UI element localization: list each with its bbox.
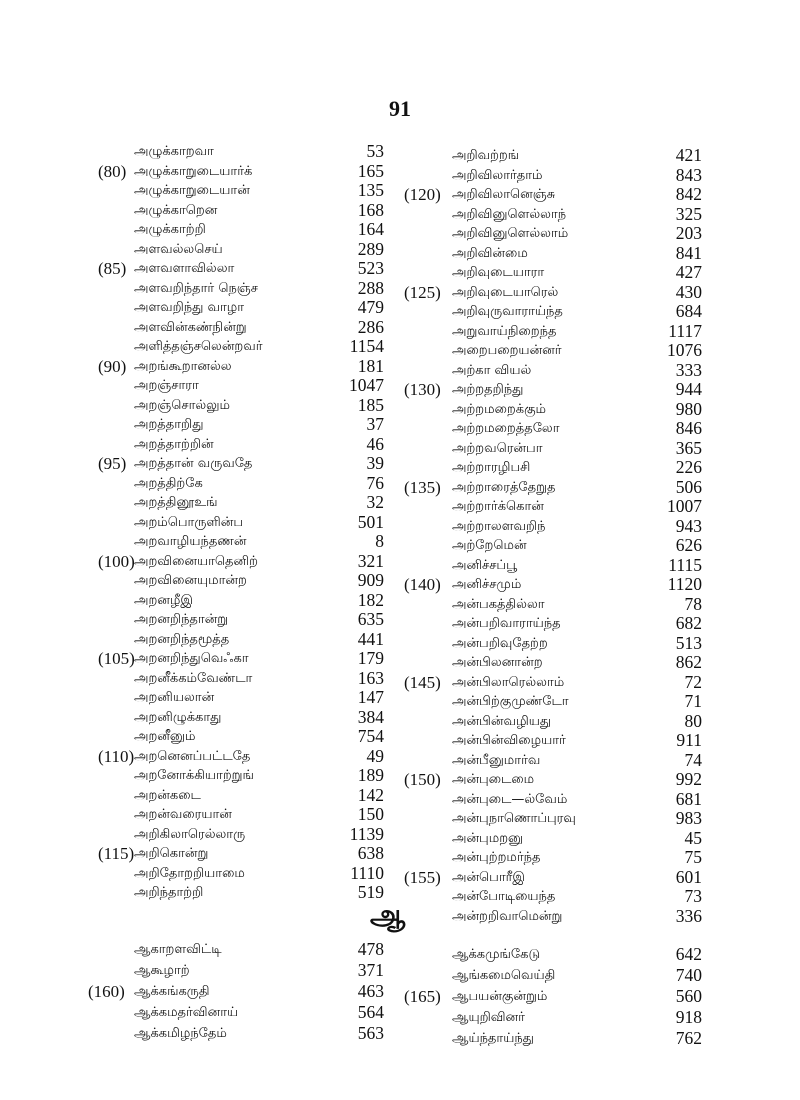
entry-verse-number: 1117 — [668, 320, 702, 341]
index-entry — [98, 864, 384, 884]
entry-text: அறனறிந்தமூத்த — [134, 631, 230, 647]
entry-verse-number: 8 — [375, 531, 384, 551]
entry-verse-number: 75 — [684, 847, 702, 867]
entry-text: அறிவுருவாராய்ந்த — [452, 304, 563, 319]
entry-verse-number: 1110 — [350, 862, 384, 883]
entry-text: அறிவினுளெல்லாம் — [452, 226, 569, 241]
index-entry — [404, 263, 702, 283]
entry-text: அறனிழுக்காது — [134, 709, 222, 725]
index-entry — [404, 692, 702, 712]
entry-text: அற்றாலளவறிந் — [452, 518, 546, 534]
index-entry — [98, 162, 384, 182]
entry-verse-number: 642 — [675, 944, 702, 964]
entry-text: அன்பிற்குமுண்டோ — [452, 694, 569, 709]
entry-verse-number: 189 — [357, 765, 384, 785]
entry-verse-number: 182 — [357, 589, 384, 610]
index-entry — [404, 205, 702, 225]
entry-verse-number: 203 — [675, 223, 702, 243]
index-entry — [404, 166, 702, 186]
entry-verse-number: 560 — [675, 986, 702, 1006]
entry-text: அறத்தினூஉங் — [134, 495, 218, 510]
entry-verse-number: 1154 — [349, 336, 384, 356]
index-entry — [404, 244, 702, 264]
entry-verse-number: 1076 — [667, 340, 702, 360]
entry-text: அறனெனப்பட்டதே — [134, 748, 251, 764]
index-entry — [404, 848, 702, 868]
entry-text: ஆய்ந்தாய்ந்து — [452, 1031, 534, 1046]
entry-text: அறன்வரையான் — [134, 807, 232, 822]
index-entry — [98, 454, 384, 474]
entry-text: அற்றவரென்பா — [452, 440, 543, 456]
index-entry — [98, 532, 384, 552]
entry-verse-number: 164 — [357, 219, 384, 239]
entry-text: அளவின்கண்நின்று — [134, 319, 247, 335]
entry-serial-number: (165) — [404, 987, 441, 1006]
entry-text: அறவினையுமான்ற — [134, 573, 247, 588]
entry-text: அழுக்காறுடையான் — [134, 183, 250, 198]
entry-text: அன்புநாணொப்புரவு — [452, 811, 576, 826]
index-entry — [404, 634, 702, 654]
index-entry — [404, 751, 702, 771]
entry-text: ஆகூழாற் — [134, 963, 190, 978]
entry-text: அற்றமறைத்தலோ — [452, 421, 560, 436]
entry-verse-number: 513 — [675, 632, 702, 653]
index-entry — [98, 844, 384, 864]
index-entry — [404, 907, 702, 927]
entry-text: அன்போடியைந்த — [452, 889, 556, 904]
index-entry — [404, 731, 702, 751]
entry-verse-number: 601 — [675, 866, 702, 887]
entry-text: அழுக்காறுடையார்க் — [134, 163, 253, 179]
entry-serial-number: (150) — [404, 770, 441, 789]
entry-verse-number: 142 — [357, 784, 384, 805]
entry-verse-number: 441 — [357, 628, 384, 649]
index-entry — [98, 298, 384, 318]
index-entry — [98, 688, 384, 708]
entry-text: ஆயுறிவினர் — [452, 1010, 525, 1025]
entry-verse-number: 289 — [357, 238, 384, 259]
entry-verse-number: 73 — [684, 886, 702, 906]
index-entry — [98, 552, 384, 572]
index-entry — [98, 376, 384, 396]
index-entry — [404, 790, 702, 810]
entry-verse-number: 163 — [357, 667, 384, 688]
entry-verse-number: 519 — [357, 882, 384, 902]
entry-verse-number: 168 — [357, 199, 384, 220]
entry-text: அற்றமறைக்கும் — [452, 401, 547, 417]
entry-text: அளவல்லசெய் — [134, 241, 223, 257]
entry-text: அற்றாரழிபசி — [452, 460, 531, 475]
entry-verse-number: 32 — [366, 492, 384, 512]
entry-verse-number: 49 — [366, 745, 384, 766]
entry-text: அன்பிலனான்ற — [452, 655, 543, 670]
entry-verse-number: 286 — [357, 316, 384, 337]
entry-text: அற்கா வியல் — [452, 362, 532, 378]
entry-verse-number: 754 — [357, 726, 384, 746]
index-entry — [98, 766, 384, 786]
index-entry — [98, 669, 384, 689]
entry-text: அன்புமறனு — [452, 830, 524, 846]
entry-verse-number: 992 — [675, 769, 702, 789]
entry-verse-number: 682 — [675, 613, 702, 633]
entry-verse-number: 762 — [675, 1028, 702, 1048]
index-entry — [404, 380, 702, 400]
entry-verse-number: 918 — [675, 1007, 702, 1027]
index-entry — [88, 960, 384, 981]
entry-verse-number: 681 — [675, 788, 702, 809]
entry-text: அளித்தஞ்சலென்றவர் — [134, 339, 263, 354]
section-heading-letter: ஆ — [370, 898, 406, 931]
entry-text: அறத்தாறிது — [134, 417, 204, 432]
entry-serial-number: (120) — [404, 185, 441, 204]
index-entry — [404, 575, 702, 595]
entry-verse-number: 862 — [675, 652, 702, 672]
index-entry — [404, 497, 702, 517]
entry-text: அன்பகத்தில்லா — [452, 596, 545, 612]
index-entry — [404, 322, 702, 342]
index-entry — [98, 474, 384, 494]
entry-verse-number: 846 — [675, 418, 702, 438]
entry-text: அன்பொரீஇ — [452, 869, 525, 885]
entry-serial-number: (90) — [98, 356, 127, 376]
entry-serial-number: (105) — [98, 649, 135, 668]
index-entry — [404, 653, 702, 673]
entry-verse-number: 740 — [675, 965, 702, 985]
index-entry — [88, 939, 384, 960]
entry-text: அறிதோறறியாமை — [134, 865, 245, 881]
entry-verse-number: 843 — [675, 164, 702, 185]
entry-verse-number: 325 — [675, 203, 702, 224]
index-entry — [404, 419, 702, 439]
entry-text: அறிந்தாற்றி — [134, 885, 204, 900]
index-entry — [404, 302, 702, 322]
index-entry — [404, 712, 702, 732]
index-entry — [404, 146, 702, 166]
entry-text: அழுக்காறென — [134, 202, 218, 218]
index-entry — [404, 614, 702, 634]
index-entry — [404, 595, 702, 615]
index-entry — [98, 747, 384, 767]
entry-verse-number: 1115 — [668, 554, 702, 575]
entry-verse-number: 427 — [675, 262, 702, 282]
index-entry — [404, 965, 702, 986]
entry-verse-number: 39 — [366, 453, 384, 473]
entry-verse-number: 321 — [357, 550, 384, 571]
entry-verse-number: 37 — [366, 414, 384, 434]
entry-verse-number: 45 — [684, 827, 702, 848]
entry-verse-number: 478 — [357, 939, 384, 959]
index-entry — [404, 986, 702, 1007]
entry-text: ஆகாறளவிட்டி — [134, 942, 222, 957]
entry-text: அறிவிலார்தாம் — [452, 167, 543, 183]
entry-text: அனிச்சப்பூ — [452, 557, 518, 573]
entry-verse-number: 336 — [675, 905, 702, 926]
entry-verse-number: 226 — [675, 457, 702, 477]
entry-text: அறத்திற்கே — [134, 475, 203, 491]
entry-text: ஆக்கமுங்கேடு — [452, 947, 541, 962]
entry-text: அன்பிலாரெல்லாம் — [452, 674, 565, 690]
entry-verse-number: 371 — [357, 960, 384, 980]
entry-serial-number: (145) — [404, 672, 441, 692]
index-entry — [98, 591, 384, 611]
index-entry — [404, 439, 702, 459]
entry-text: அறவாழியந்தணன் — [134, 534, 247, 549]
entry-text: அற்றேமென் — [452, 538, 527, 553]
index-entry — [404, 673, 702, 693]
entry-verse-number: 501 — [357, 511, 384, 532]
entry-serial-number: (140) — [404, 575, 441, 594]
entry-text: அன்பின்வழியது — [452, 713, 552, 729]
entry-text: அளவறிந்து வாழா — [134, 300, 245, 315]
entry-verse-number: 463 — [357, 981, 384, 1001]
index-entry — [98, 513, 384, 533]
index-entry — [404, 517, 702, 537]
entry-text: அன்பின்விழையார் — [452, 733, 566, 748]
entry-verse-number: 842 — [675, 184, 702, 204]
entry-text: அறனறிந்துவெஃகா — [134, 651, 249, 666]
entry-verse-number: 523 — [357, 258, 384, 278]
entry-verse-number: 430 — [675, 281, 702, 302]
entry-text: அறிகிலாரெல்லாரு — [134, 826, 246, 842]
index-entry — [404, 283, 702, 303]
entry-text: அறிவின்மை — [452, 245, 528, 261]
index-entry — [98, 240, 384, 260]
entry-verse-number: 1120 — [667, 574, 702, 594]
entry-text: அறைபறையன்னர் — [452, 343, 562, 358]
index-entry — [404, 185, 702, 205]
entry-text: அறஞ்சாரா — [134, 378, 199, 393]
entry-verse-number: 179 — [357, 648, 384, 668]
entry-text: அன்புடைமை — [452, 772, 535, 787]
index-entry — [98, 318, 384, 338]
index-entry — [98, 786, 384, 806]
entry-text: ஆங்கமைவெய்தி — [452, 968, 556, 983]
entry-verse-number: 74 — [684, 749, 702, 770]
entry-text: அறிகொன்று — [134, 846, 209, 861]
index-entry — [404, 478, 702, 498]
entry-text: அற்றதறிந்து — [452, 382, 524, 397]
index-entry — [98, 649, 384, 669]
index-column-right-1 — [404, 146, 702, 926]
entry-text: அழுக்காறவா — [134, 144, 214, 159]
index-entry — [98, 357, 384, 377]
entry-verse-number: 288 — [357, 277, 384, 298]
entry-text: அறனழீஇ — [134, 592, 194, 608]
index-entry — [98, 201, 384, 221]
entry-text: அறிவுடையாரெல் — [452, 284, 559, 300]
index-entry — [98, 630, 384, 650]
index-entry — [88, 1023, 384, 1044]
index-entry — [88, 1002, 384, 1023]
index-entry — [98, 220, 384, 240]
entry-text: அறனறிந்தான்று — [134, 612, 229, 627]
index-entry — [98, 181, 384, 201]
index-entry — [98, 805, 384, 825]
entry-serial-number: (110) — [98, 746, 135, 766]
entry-verse-number: 46 — [366, 433, 384, 454]
index-entry — [98, 435, 384, 455]
entry-verse-number: 980 — [675, 398, 702, 419]
entry-verse-number: 909 — [357, 570, 384, 590]
index-column-left-2 — [88, 939, 384, 1044]
entry-serial-number: (85) — [98, 259, 127, 278]
entry-verse-number: 421 — [675, 145, 702, 165]
entry-serial-number: (130) — [404, 380, 441, 399]
index-entry — [98, 883, 384, 903]
entry-verse-number: 150 — [357, 804, 384, 824]
entry-verse-number: 638 — [357, 843, 384, 863]
entry-text: அன்புடை—ல்வேம் — [452, 791, 568, 807]
entry-text: அன்றறிவாமென்று — [452, 908, 563, 924]
entry-text: அளவறிந்தார் நெஞ்ச — [134, 280, 258, 296]
entry-verse-number: 53 — [366, 141, 384, 161]
entry-text: அறங்கூறானல்ல — [134, 358, 232, 374]
index-entry — [404, 556, 702, 576]
entry-verse-number: 684 — [675, 301, 702, 321]
index-entry — [404, 770, 702, 790]
entry-verse-number: 333 — [675, 359, 702, 380]
index-entry — [404, 868, 702, 888]
index-entry — [404, 341, 702, 361]
entry-text: அறன்கடை — [134, 787, 201, 803]
index-entry — [98, 825, 384, 845]
entry-verse-number: 943 — [675, 515, 702, 536]
entry-verse-number: 1139 — [349, 823, 384, 844]
entry-text: அறத்தாற்றின் — [134, 436, 214, 452]
entry-verse-number: 563 — [357, 1023, 384, 1043]
entry-verse-number: 564 — [357, 1002, 384, 1022]
entry-serial-number: (95) — [98, 454, 127, 473]
index-entry — [98, 415, 384, 435]
entry-verse-number: 76 — [366, 472, 384, 493]
entry-serial-number: (160) — [88, 982, 125, 1001]
entry-verse-number: 1047 — [349, 375, 384, 395]
entry-verse-number: 147 — [357, 687, 384, 707]
entry-text: அழுக்காற்றி — [134, 222, 206, 237]
entry-verse-number: 506 — [675, 476, 702, 497]
entry-verse-number: 1007 — [667, 496, 702, 516]
entry-verse-number: 365 — [675, 437, 702, 458]
entry-text: அறிவுடையாரா — [452, 265, 545, 280]
entry-text: ஆக்கமிழந்தேம் — [134, 1026, 227, 1041]
entry-serial-number: (135) — [404, 477, 441, 497]
entry-verse-number: 983 — [675, 808, 702, 828]
entry-verse-number: 72 — [684, 671, 702, 692]
index-entry — [98, 142, 384, 162]
index-entry — [404, 536, 702, 556]
entry-verse-number: 78 — [684, 593, 702, 614]
entry-text: ஆபயன்குன்றும் — [452, 989, 548, 1004]
entry-text: அறவினையாதெனிற் — [134, 553, 258, 569]
entry-text: அறிவற்றங் — [452, 148, 520, 163]
index-entry — [88, 981, 384, 1002]
entry-verse-number: 181 — [357, 355, 384, 376]
index-entry — [98, 337, 384, 357]
index-entry — [404, 400, 702, 420]
entry-serial-number: (115) — [98, 844, 135, 863]
entry-text: அறத்தான் வருவதே — [134, 456, 253, 471]
entry-verse-number: 384 — [357, 706, 384, 727]
index-entry — [98, 396, 384, 416]
entry-serial-number: (125) — [404, 282, 441, 302]
entry-verse-number: 165 — [357, 160, 384, 181]
index-entry — [404, 458, 702, 478]
entry-text: அறனியலான் — [134, 690, 215, 705]
index-entry — [404, 944, 702, 965]
entry-verse-number: 479 — [357, 297, 384, 317]
entry-text: அற்றாரைத்தேறுத — [452, 479, 556, 495]
entry-text: அறஞ்சொல்லும் — [134, 397, 231, 413]
entry-verse-number: 635 — [357, 609, 384, 629]
entry-text: ஆக்கங்கருதி — [134, 984, 210, 999]
entry-text: அளவளாவில்லா — [134, 261, 235, 276]
entry-text: அறம்பொருளின்ப — [134, 514, 244, 530]
index-entry — [404, 1007, 702, 1028]
index-entry — [404, 1028, 702, 1049]
entry-verse-number: 71 — [684, 691, 702, 711]
entry-text: அற்றார்க்கொன் — [452, 499, 544, 514]
entry-text: அனிச்சமும் — [452, 577, 522, 592]
index-entry — [404, 829, 702, 849]
entry-serial-number: (100) — [98, 551, 135, 571]
entry-text: அறனீனும் — [134, 729, 196, 744]
entry-text: அன்பீனுமார்வ — [452, 752, 541, 768]
index-column-left-1 — [98, 142, 384, 903]
entry-text: அறுவாய்நிறைந்த — [452, 323, 557, 339]
index-entry — [98, 610, 384, 630]
entry-verse-number: 841 — [675, 242, 702, 263]
index-entry — [404, 361, 702, 381]
entry-verse-number: 911 — [676, 730, 702, 750]
entry-text: அன்பறிவுதேற்ற — [452, 635, 548, 651]
entry-text: அறிவிலானெஞ்சு — [452, 187, 556, 202]
entry-verse-number: 80 — [684, 710, 702, 731]
index-entry — [98, 727, 384, 747]
entry-text: அறிவினுளெல்லாந் — [452, 206, 567, 222]
entry-serial-number: (155) — [404, 867, 441, 887]
entry-serial-number: (80) — [98, 161, 127, 181]
index-entry — [404, 809, 702, 829]
page-number: 91 — [389, 96, 411, 121]
entry-text: அறனீக்கம்வேண்டா — [134, 670, 253, 686]
entry-verse-number: 135 — [357, 180, 384, 200]
index-column-right-2 — [404, 944, 702, 1049]
index-entry — [98, 571, 384, 591]
entry-text: ஆக்கமதர்வினாய் — [134, 1005, 239, 1020]
index-entry — [404, 887, 702, 907]
index-entry — [98, 259, 384, 279]
entry-verse-number: 185 — [357, 394, 384, 415]
index-entry — [98, 708, 384, 728]
entry-verse-number: 944 — [675, 379, 702, 399]
entry-text: அறனோக்கியாற்றுங் — [134, 768, 254, 783]
entry-text: அன்புற்றமர்ந்த — [452, 850, 541, 865]
index-entry — [404, 224, 702, 244]
index-entry — [98, 493, 384, 513]
index-entry — [98, 279, 384, 299]
entry-verse-number: 626 — [675, 535, 702, 555]
entry-text: அன்பறிவாராய்ந்த — [452, 616, 561, 631]
